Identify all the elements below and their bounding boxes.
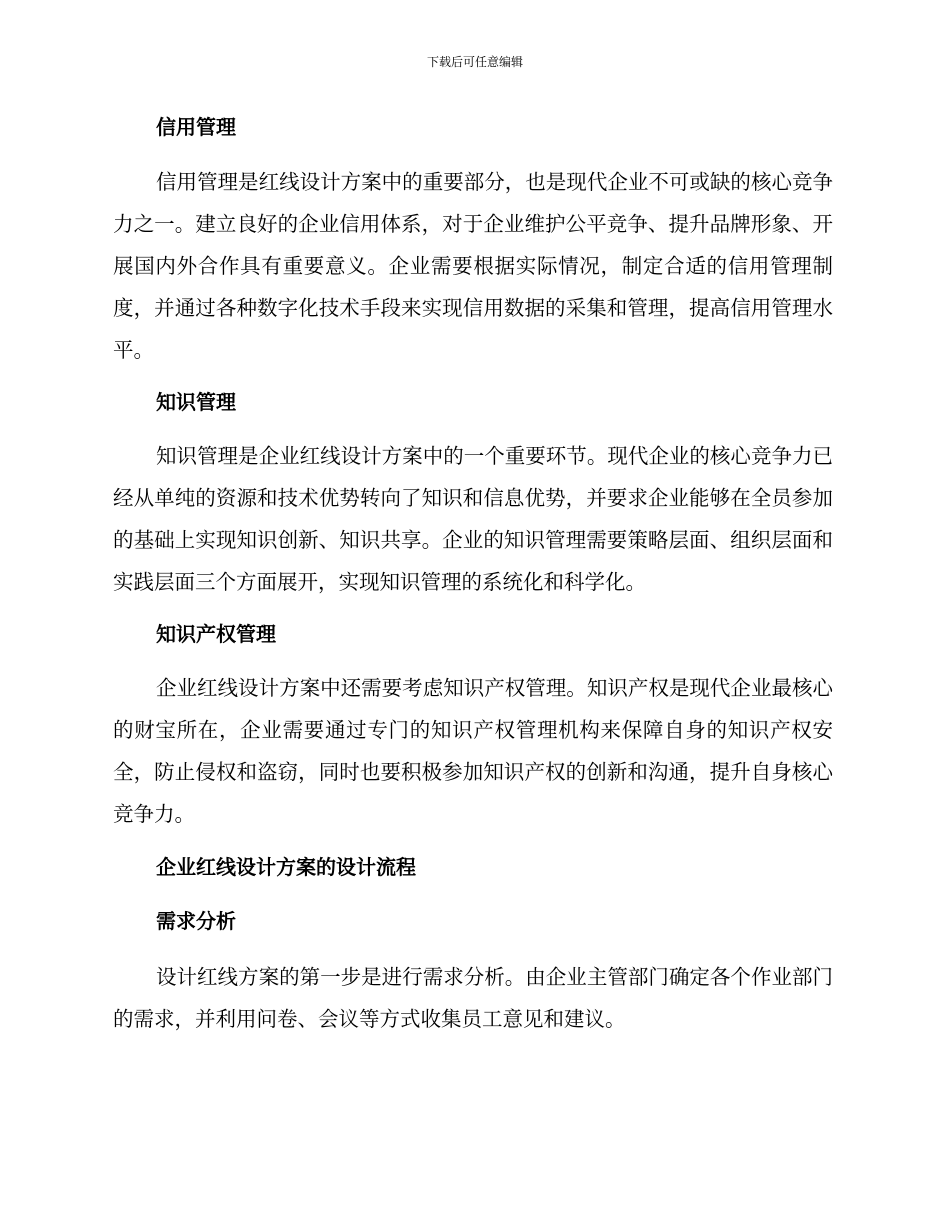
section-paragraph-credit-management: 信用管理是红线设计方案中的重要部分，也是现代企业不可或缺的核心竞争力之一。建立良好的企业信用体系，对于企业维护公平竞争、提升品牌形象、开展国内外合作具有重要意义。企业需要根据实际情况，制定合适的信用管理制度，并通过各种数字化技术手段来实现信用数据的采集和管理，提高信用管理水平。 bbox=[113, 170, 833, 362]
section-heading-knowledge-management: 知识管理 bbox=[156, 390, 236, 414]
section-paragraph-requirements-analysis: 设计红线方案的第一步是进行需求分析。由企业主管部门确定各个作业部门的需求，并利用问卷、会议等方式收集员工意见和建议。 bbox=[113, 965, 833, 1031]
section-paragraph-ip-management: 企业红线设计方案中还需要考虑知识产权管理。知识产权是现代企业最核心的财宝所在，企业需要通过专门的知识产权管理机构来保障自身的知识产权安全，防止侵权和盗窃，同时也要积极参加知识产权的创新和沟通，提升自身核心竞争力。 bbox=[113, 676, 833, 826]
section-heading-requirements-analysis: 需求分析 bbox=[156, 909, 236, 933]
page-header: 下载后可任意编辑 bbox=[426, 55, 523, 69]
document-body bbox=[113, 108, 833, 1040]
section-paragraph-knowledge-management: 知识管理是企业红线设计方案中的一个重要环节。现代企业的核心竞争力已经从单纯的资源和技术优势转向了知识和信息优势，并要求企业能够在全员参加的基础上实现知识创新、知识共享。企业的知识管理需要策略层面、组织层面和实践层面三个方面展开，实现知识管理的系统化和科学化。 bbox=[113, 444, 833, 594]
section-heading-ip-management: 知识产权管理 bbox=[156, 622, 276, 646]
section-heading-credit-management: 信用管理 bbox=[156, 115, 236, 139]
section-heading-design-process: 企业红线设计方案的设计流程 bbox=[156, 855, 416, 879]
